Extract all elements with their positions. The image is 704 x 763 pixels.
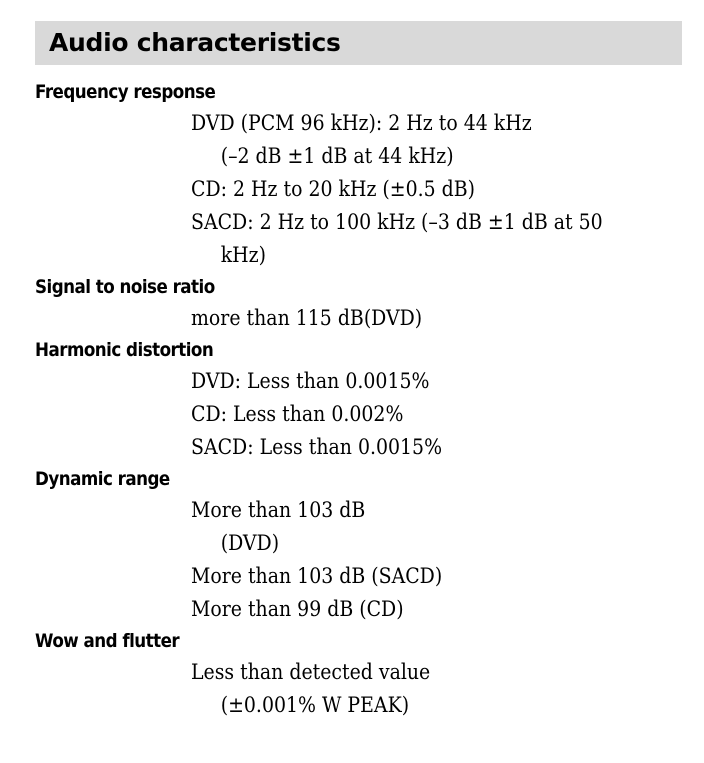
spec-value-continuation: (±0.001% W PEAK) — [220, 693, 410, 717]
section-title-bar — [35, 21, 682, 65]
spec-value-continuation: (DVD) — [220, 531, 280, 555]
spec-value-continuation: kHz) — [220, 243, 266, 267]
spec-value: more than 115 dB(DVD) — [191, 306, 423, 330]
spec-value: More than 103 dB (SACD) — [191, 564, 443, 588]
spec-values — [35, 656, 685, 722]
spec-values — [35, 365, 685, 464]
spec-values — [35, 494, 685, 626]
spec-signal-to-noise — [35, 272, 685, 335]
spec-heading: Signal to noise ratio — [35, 276, 215, 298]
spec-value: Less than detected value — [191, 660, 431, 684]
spec-heading: Frequency response — [35, 81, 216, 103]
spec-heading: Dynamic range — [35, 468, 170, 490]
spec-value-continuation: (–2 dB ±1 dB at 44 kHz) — [220, 144, 454, 168]
spec-value: CD: Less than 0.002% — [191, 402, 404, 426]
spec-heading: Wow and flutter — [35, 630, 180, 652]
spec-value: SACD: Less than 0.0015% — [191, 435, 443, 459]
spec-values — [35, 107, 685, 272]
spec-heading: Harmonic distortion — [35, 339, 214, 361]
spec-value: DVD (PCM 96 kHz): 2 Hz to 44 kHz — [191, 111, 532, 135]
spec-frequency-response — [35, 77, 685, 272]
spec-value: More than 103 dB — [191, 498, 366, 522]
spec-value: DVD: Less than 0.0015% — [191, 369, 430, 393]
spec-harmonic-distortion — [35, 335, 685, 464]
spec-value: SACD: 2 Hz to 100 kHz (–3 dB ±1 dB at 50 — [191, 210, 603, 234]
spec-value: CD: 2 Hz to 20 kHz (±0.5 dB) — [191, 177, 476, 201]
section-title: Audio characteristics — [49, 28, 341, 57]
spec-list — [35, 77, 685, 722]
spec-values — [35, 302, 685, 335]
spec-dynamic-range — [35, 464, 685, 626]
spec-value: More than 99 dB (CD) — [191, 597, 404, 621]
spec-wow-and-flutter — [35, 626, 685, 722]
